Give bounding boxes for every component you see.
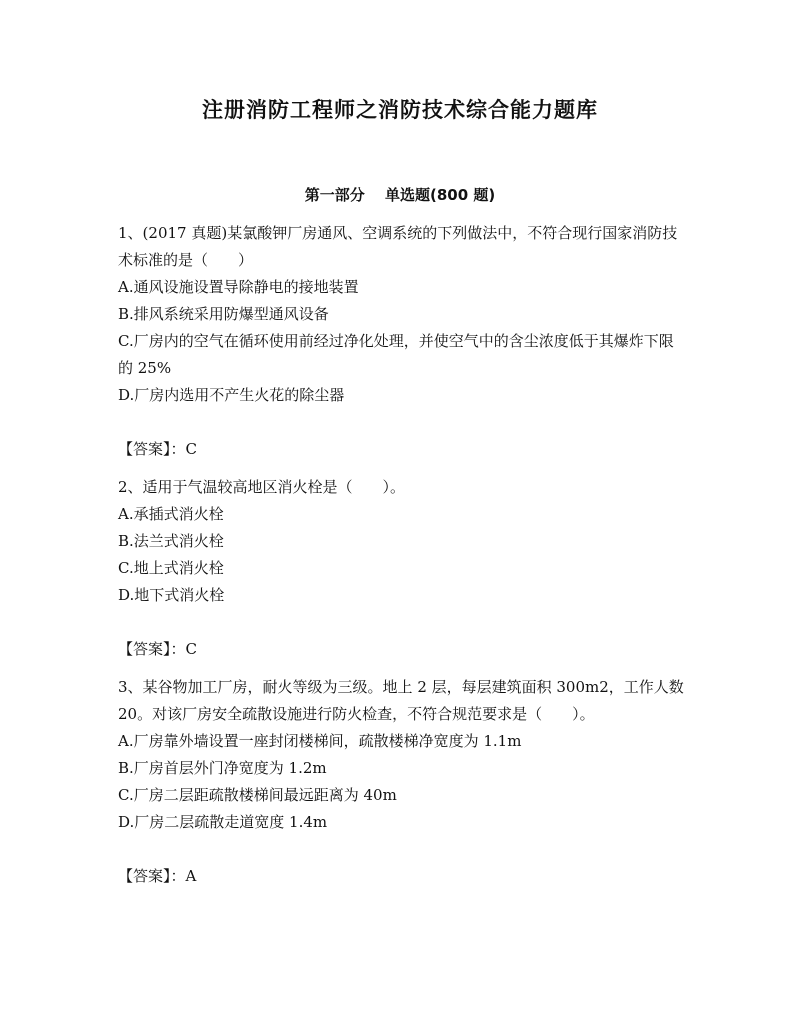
option-c: C.厂房内的空气在循环使用前经过净化处理，并使空气中的含尘浓度低于其爆炸下限的 25%	[118, 332, 674, 377]
answer-value: A	[185, 867, 197, 885]
answer-label: 【答案】：	[118, 440, 186, 458]
answer-line	[118, 863, 688, 890]
question-stem: 1、(2017 真题)某氯酸钾厂房通风、空调系统的下列做法中，不符合现行国家消防技术标准的是（ ）	[118, 224, 678, 269]
answer-line	[118, 636, 688, 663]
document-title: 注册消防工程师之消防技术综合能力题库	[202, 98, 598, 122]
option-c: C.地上式消火栓	[118, 559, 224, 577]
option-c: C.厂房二层距疏散楼梯间最远距离为 40m	[118, 786, 397, 804]
question-list	[118, 220, 688, 890]
section-title: 第一部分 单选题(800 题)	[304, 186, 496, 204]
option-a: A.厂房靠外墙设置一座封闭楼梯间，疏散楼梯净宽度为 1.1m	[118, 732, 522, 750]
option-b: B.法兰式消火栓	[118, 532, 224, 550]
option-b: B.厂房首层外门净宽度为 1.2m	[118, 759, 327, 777]
question-block	[118, 474, 688, 674]
question-block	[118, 674, 688, 890]
option-a: A.通风设施设置导除静电的接地装置	[118, 278, 359, 296]
question-stem: 2、适用于气温较高地区消火栓是（ ）。	[118, 478, 406, 496]
question-stem: 3、某谷物加工厂房，耐火等级为三级。地上 2 层，每层建筑面积 300m2，工作人数 20。对该厂房安全疏散设施进行防火检查，不符合规范要求是（ ）。	[118, 678, 684, 723]
option-a: A.承插式消火栓	[118, 505, 224, 523]
option-d: D.地下式消火栓	[118, 586, 225, 604]
answer-line	[118, 436, 688, 463]
answer-value: C	[185, 640, 197, 658]
answer-value: C	[185, 440, 197, 458]
question-block	[118, 220, 688, 474]
answer-label: 【答案】：	[118, 867, 186, 885]
answer-label: 【答案】：	[118, 640, 186, 658]
option-b: B.排风系统采用防爆型通风设备	[118, 305, 329, 323]
option-d: D.厂房二层疏散走道宽度 1.4m	[118, 813, 328, 831]
option-d: D.厂房内选用不产生火花的除尘器	[118, 386, 345, 404]
